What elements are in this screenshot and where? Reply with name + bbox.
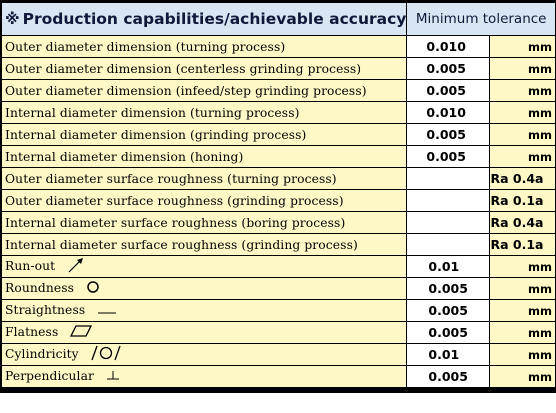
row-value: 0.005 — [407, 146, 489, 167]
table-row — [2, 168, 555, 189]
table-row — [2, 58, 555, 79]
table-row — [2, 234, 555, 255]
table-row — [2, 278, 555, 299]
row-blank-cell — [407, 212, 489, 233]
row-unit: mm — [490, 36, 555, 57]
row-blank-cell — [407, 190, 489, 211]
table-row — [2, 256, 555, 277]
reference-mark: ※ — [5, 10, 20, 28]
row-label: Outer diameter dimension (centerless grinding process) — [2, 58, 406, 79]
row-label: Internal diameter dimension (honing) — [2, 146, 406, 167]
row-unit: mm — [490, 278, 555, 299]
row-label: Outer diameter dimension (infeed/step grinding process) — [2, 80, 406, 101]
row-label: Roundness — [5, 281, 75, 295]
table-row — [2, 146, 555, 167]
row-value: 0.010 — [407, 36, 489, 57]
header-tolerance-cell: Minimum tolerance — [407, 3, 555, 35]
row-unit: mm — [490, 58, 555, 79]
row-label-cell — [2, 300, 406, 321]
table-row — [2, 212, 555, 233]
line-icon — [97, 304, 117, 318]
table-row — [2, 344, 555, 365]
table-row — [2, 80, 555, 101]
row-label-cell — [2, 366, 406, 387]
table-row — [2, 36, 555, 57]
row-value: 0.01 — [407, 344, 489, 365]
row-label-cell — [2, 256, 406, 277]
capabilities-table — [1, 2, 556, 388]
row-label-cell — [2, 344, 406, 365]
row-blank-cell — [407, 168, 489, 189]
row-unit: mm — [490, 256, 555, 277]
row-label: Outer diameter surface roughness (grinding process) — [2, 190, 406, 211]
cylindricity-icon — [91, 345, 121, 364]
row-label-cell — [2, 278, 406, 299]
row-unit: mm — [490, 344, 555, 365]
row-value: 0.005 — [407, 278, 489, 299]
row-unit: mm — [490, 300, 555, 321]
row-label: Internal diameter surface roughness (grinding process) — [2, 234, 406, 255]
row-value: 0.005 — [407, 300, 489, 321]
row-label: Outer diameter surface roughness (turning process) — [2, 168, 406, 189]
row-value: 0.005 — [407, 58, 489, 79]
row-label: Outer diameter dimension (turning process) — [2, 36, 406, 57]
row-label: Cylindricity — [5, 347, 79, 361]
runout-arrow-icon — [67, 257, 85, 276]
row-unit: mm — [490, 146, 555, 167]
row-label: Flatness — [5, 325, 59, 339]
row-roughness-value: Ra 0.1a — [490, 234, 555, 255]
row-roughness-value: Ra 0.4a — [490, 212, 555, 233]
row-label: Straightness — [5, 303, 86, 318]
row-unit: mm — [490, 322, 555, 343]
row-blank-cell — [407, 234, 489, 255]
row-unit: mm — [490, 124, 555, 145]
row-value: 0.005 — [407, 80, 489, 101]
row-value: 0.005 — [407, 366, 489, 387]
row-label: Internal diameter dimension (grinding process) — [2, 124, 406, 145]
row-label: Internal diameter surface roughness (boring process) — [2, 212, 406, 233]
row-unit: mm — [490, 366, 555, 387]
parallelogram-icon — [70, 325, 92, 340]
row-roughness-value: Ra 0.4a — [490, 168, 555, 189]
table-row — [2, 366, 555, 387]
row-label: Internal diameter dimension (turning process) — [2, 102, 406, 123]
header-title: Production capabilities/achievable accuracy — [22, 10, 407, 28]
row-value: 0.005 — [407, 322, 489, 343]
row-value: 0.010 — [407, 102, 489, 123]
table-row — [2, 300, 555, 321]
row-roughness-value: Ra 0.1a — [490, 190, 555, 211]
table-row — [2, 102, 555, 123]
table-header-row — [2, 3, 555, 35]
row-unit: mm — [490, 80, 555, 101]
row-unit: mm — [490, 102, 555, 123]
row-value: 0.01 — [407, 256, 489, 277]
row-value: 0.005 — [407, 124, 489, 145]
perpendicular-icon — [106, 369, 120, 384]
row-label: Perpendicular — [5, 369, 94, 383]
table-row — [2, 124, 555, 145]
row-label: Run-out — [5, 259, 56, 273]
header-title-cell — [2, 3, 406, 35]
table-row — [2, 322, 555, 343]
row-label-cell — [2, 322, 406, 343]
circle-icon — [86, 280, 100, 297]
table-row — [2, 190, 555, 211]
